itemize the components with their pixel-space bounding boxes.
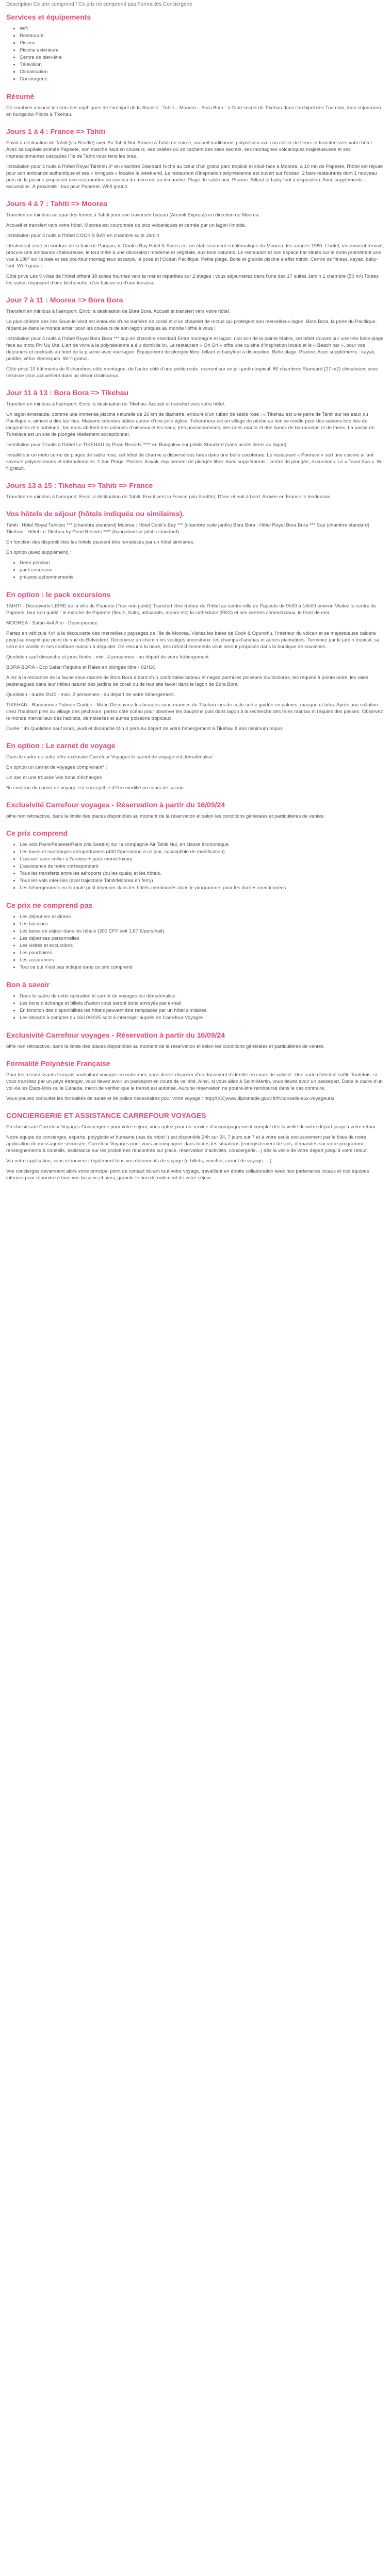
list-item: • pack excursion xyxy=(20,567,385,574)
paragraph: TAHITI - Découverte LIBRE de la ville de Papeete (Tour non guidé) Transfert libre (retour de l’hôtel au centre-ville de Papeete de 9h00 à 14h00 environ Visitez le centre de Papeete, tour non guidé : le marché de Papeete (fleurs, fruits, artisanats, monoï etc) la cathédrale (FKO) et ses centres commerciaux, le front de mer. xyxy=(6,603,377,616)
paragraph: Installation pour 3 nuits à l’hôtel COOK’S BAY en chambre suite Jardin xyxy=(6,233,159,239)
paragraph: La plus célèbre des îles Sous-le-Vent est entourée d’une barrière de corail et d’un chapelet de motus qui protègent son merveilleux lagon. Bora Bora, la perle du Pacifique, répandue dans le monde entier pour les couleurs de son lagon uniques au monde l’offre à vous ! xyxy=(6,319,377,331)
paragraph: En option un carnet de voyages comprenant* : xyxy=(6,765,107,770)
list-item: • Tous les transferts entre les aéroports (ou les quais) et les hôtels. xyxy=(20,870,385,877)
section-title: Jours 1 à 4 : France => Tahiti xyxy=(6,127,105,135)
paragraph: Côté prive Les 5 villas de l’hôtel offrent 38 suites fournies vers la mer et répartites sur 2 étages : vous séjournerez dans l’une des 17 suites Jardin 1 chambre (50 m²) Toutes les suites disposent d’une kitchenette, d’un balcon ou d’une terrasse. xyxy=(6,274,379,286)
section-title: Résumé xyxy=(6,92,35,100)
paragraph: Via notre application, vous retrouverez également tous vos documents de voyage (e-billets, voucher, carnet de voyage, ...) xyxy=(6,1158,272,1164)
list-item: • Les départs à compter du 16/10/2025 sont à interroger auprès de Carrefour Voyages xyxy=(20,1014,385,1022)
paragraph: Installation pour 2 nuits à l’hôtel Le TIKEHAU by Pearl Resorts **** en Bungalow sur pilotis Standard (sans accès direct au lagon) xyxy=(6,442,287,448)
list-item: • Piscine extérieure xyxy=(20,47,385,54)
tab-links-text[interactable]: Description Ce prix comprend / Ce prix ne comprend pas Formalités Conciergerie xyxy=(6,2,192,7)
section-jour11 xyxy=(6,387,385,472)
paragraph: En fonction des disponibilités les hôtels peuvent être remplacés par un hôtel similaires. xyxy=(6,539,194,545)
paragraph: Allez à la rencontre de la faune sous-marine de Bora Bora à bord d’un confortable bateau et nagez parmi les poissons multicolores, les requins à pointe noire, les raies pastenagues dans leur milieu naturel des jardins de corail ou de leur site favori dans le lagon de Bora Bora. xyxy=(6,675,368,687)
section-services xyxy=(6,12,385,83)
paragraph: Partez en véhicule 4x4 à la découverte des merveilleux paysages de l’île de Moorea. Visitez les baies de Cook & Opunohu, l’intérieur du volcan et se majestueuse caldera jusqu’au magnifique point de vue du Belvédère. Découvrez en chemin les vestiges ancestraux, les champs d’ananas et autres plantations. Terminez par le jardin tropical, sa serre de vanille et ses confiture maison à déguster. De retour à la boue, des rafraîchissements vous seront proposés dans la boutique de souvenirs. xyxy=(6,631,380,650)
section-conciergerie xyxy=(6,1110,385,1181)
list-item: • pré-post acheminements xyxy=(20,574,385,581)
section-exclusivite1 xyxy=(6,800,385,820)
list-item: • Les visites et excursions xyxy=(20,942,385,950)
section-title: Bon à savoir xyxy=(6,980,50,989)
page xyxy=(0,0,391,1200)
paragraph: offre non rétroactive, dans la limite des places disponibles au moment de la réservation et selon les conditions générales et particulières de ventes. xyxy=(6,814,325,819)
list-item: • Wifi xyxy=(20,25,385,32)
section-title: Jour 7 à 11 : Moorea => Bora Bora xyxy=(6,296,123,304)
section-carnet xyxy=(6,740,385,791)
list-item: • Tous les vols inter-îles (aval trajectoire Tahiti/Moorea en ferry) xyxy=(20,877,385,885)
paragraph: Ce combiné associe les trois îles mythiques de l’archipel de la Société : Tahiti – Moorea – Bora Bora : à l’abri secret de Tikehau dans l’archipel des Tuamotu, leau séjournera en bungalow Pilotis à Tikehau. xyxy=(6,105,381,117)
bullet-list xyxy=(6,993,385,1022)
list-item: • En fonction des disponibilités les hôtels peuvent être remplacés par un hôtel similaires. xyxy=(20,1007,385,1014)
paragraph: En choisissant Carrefour Voyages Conciergerie pour votre séjour, vous optez pour un service d’accompagnement complet dès la veille de votre départ jusqu’à votre retour. xyxy=(6,1124,377,1130)
content xyxy=(6,12,385,1181)
section-title: Services et équipements xyxy=(6,13,91,21)
section-necomprend xyxy=(6,900,385,971)
paragraph: Tahiti : Hôtel Royal Tahitien *** (chambre standard) Moorea : Hôtel Cook’s Bay *** (chambre suite jardin) Bora Bora : Hôtel Royal Bora Bora *** Sup (chambre standard) Tikehau : Hôtel Le Tikehau by Pearl Resorts **** (bungalow sur pilotis standard) xyxy=(6,522,370,535)
section-pack xyxy=(6,589,385,732)
paragraph: Idéalement situé en bordure de la baie de Paopao, le Cook’s Bay Hotel & Suites est un établissement emblématique du Moorea des années 1980. L’hôtel, récemment rénové, procure une ambiance chaleureuse, le tout mêlé à une décoration moderne et végétale, aux tons naturels. Le restaurant et son espace bar situés sur le moto prométtent une vue à 180° sur la baie et ses pourtour montagneux escarpé, la pose et l’Océan Pacifique. Petite plage. Boite et grande piscine à effet miroir. Centre de fitness, kayak, baby-foot. Wi-fi gratuit. xyxy=(6,243,384,269)
section-title: Jours 4 à 7 : Tahiti => Moorea xyxy=(6,199,107,208)
paragraph: Notre équipe de concierges, experte, polyglotte et humaine (pas de robot !) est disponible 24h sur 24, 7 jours sur 7 et à votre seule exclusivement par le biais de notre application de messagerie sécurisée, Carrefour Voyages pour vous accompagner dans toutes les situations (enregistrement de vols, demandes sur votre programme, renseignements & conseils, assistance sur les problèmes rencontrés sur place, réservation d’activités, conciergerie…) dès la veille de votre départ jusqu’à votre retour. xyxy=(6,1134,368,1154)
paragraph: Installation pour 3 nuits à l’hôtel Royal Tahitien 3* en chambre Standard Niché au cœur d’un grand parc tropical et situé face à Moorea, à 10 mn de Papeete, l’hôtel est réputé pour son ambiance authentique et ses « bringues » locales le week-end. Le restaurant d’inspiration polynésienne est ouvert sur l’océan. 2 bars-restaurants dont 1 nouveau près de la piscine proposent une restauration en continu du mercredi au dimanche. Plage de sable noir. Piscine. Billard et baby-foot à disposition. Avec suppléments : excursions. À proximité : bus pour Papeete. Wi-fi gratuit. xyxy=(6,164,383,190)
paragraph: Quotidien sauf dimanche et jours fériés - mini. 4 personnes - au départ de votre hébergement xyxy=(6,654,209,660)
section-title: Exclusivité Carrefour voyages - Réservation à partir du 16/09/24 xyxy=(6,1031,225,1039)
list-item: • Les pourboires xyxy=(20,950,385,957)
list-item: • Les déjeuners et dîners xyxy=(20,913,385,921)
section-title: En option : Le carnet de voyage xyxy=(6,741,116,750)
section-exclusivite2 xyxy=(6,1030,385,1050)
section-jour1 xyxy=(6,126,385,190)
section-title: Jour 11 à 13 : Bora Bora => Tikehau xyxy=(6,388,129,397)
list-item: • Demi-pension xyxy=(20,560,385,567)
paragraph: Installé sur un motu cerné de plages de sable rose, cet hôtel de charme a dispersé ses farés dans une belle cocoteraie. Le restaurant « Poerava » sert une cuisine alliant saveurs polynésiennes et internationales. 1 bar. Plage. Piscine. Kayak, équipement de plongée libre. Avec suppléments : centre de plongée, excursions. Le « Tavai Spa ». Wi-fi gratuit. xyxy=(6,452,384,471)
paragraph: Vos concierges deviennent alors votre principal point de contact durant tout votre voyage, travaillant en étroite collaboration avec nos partenaires locaux et nos équipes internes pour répondre à tous vos besoins et ainsi, garantir le bon déroulement de votre séjour. xyxy=(6,1168,369,1181)
section-jour13 xyxy=(6,480,385,500)
paragraph: Vous pouvez consulter les formalités de santé et de police nécessaires pour votre voyage : http(XXX)www.diplomatie.gouv.fr/fr/conseils-aux-voyageurs/ xyxy=(6,1096,335,1101)
paragraph: MOOREA - Safari 4x4 Aito - Demi-journée xyxy=(6,620,97,626)
list-item: • L’assistance de notre correspondant xyxy=(20,863,385,870)
list-item: • Les dépenses personnelles xyxy=(20,935,385,942)
list-item: • Conciergerie xyxy=(20,76,385,83)
paragraph: Un sac et une trousse Vos bons d’échanges xyxy=(6,775,102,781)
list-item: • Télévision xyxy=(20,61,385,69)
section-title: Jours 13 à 15 : Tikehau => Tahiti => France xyxy=(6,481,153,489)
section-jour7 xyxy=(6,295,385,379)
section-title: En option : le pack excursions xyxy=(6,590,111,599)
paragraph: *le contenu du carnet de voyage est susceptible d’être modifié en cours de saison. xyxy=(6,785,185,791)
list-item: • Les boissons xyxy=(20,921,385,928)
section-comprend xyxy=(6,828,385,892)
list-item: • Tout ce qui n’est pas indiqué dans ce prix comprend xyxy=(20,964,385,971)
section-bonasavoir xyxy=(6,979,385,1022)
paragraph: Accueil et transfert vers votre hôtel. Moorea est couronnée de pics volcaniques et cernée par un lagon limpide. xyxy=(6,223,247,228)
paragraph: Envol à destination de Tahiti (via Seattle) avec Air Tahiti Nui. Arrivée à Tahiti en soirée, accueil traditionnel polynésien avec un collier de fleurs et transfert vers votre hôtel. Avec sa capitale animée Papeete, son marché haut en couleurs, ses vallées où se cachent des sites secrets, ses montagnes volcaniques majestueuses et ses impressionnantes cascades l’île de Tahiti vous tend les bras. xyxy=(6,140,373,159)
list-item: • Climatisation xyxy=(20,69,385,76)
list-item: • L’accueil avec collier à l’arrivée + pack monoï luxury xyxy=(20,856,385,863)
paragraph: Côté privé 10 bâtiments de 8 chambres côté montagne, de l’autre côté d’une petite route, ouvrent sur un joli jardin tropical. 80 chambres Standard (27 m2) climatisées avec terrasse vous accueillent dans un décor chaleureux. xyxy=(6,366,378,379)
section-title: CONCIERGERIE ET ASSISTANCE CARREFOUR VOYAGES xyxy=(6,1111,206,1120)
section-title: Ce prix ne comprend pas xyxy=(6,901,93,909)
paragraph: Transfert en minibus à l’aéroport. Envol à destination de Tahiti. Envol vers la France (via Seattle). Dîner et nuit à bord. Arrivée en France le lendemain. xyxy=(6,494,332,500)
list-item: • Restaurant xyxy=(20,32,385,40)
paragraph: Pour les ressortissants français souhaitant voyager en outre-mer, vous devez disposer d’un document d’identité en cours de validité. Une carte d’identité suffit. Toutefois, si vous transitez par un pays étranger, vous devez avoir un passeport en cours de validité. Ainsi, si vous allez à Saint-Martin, vous devez avoir un passeport. Dans le cadre d’un vol via les États-Unis ou le Canada, merci de vérifier que le transit est autorisé. Aucune réservation ne pourra être remboursé dans le cas contraire. xyxy=(6,1072,383,1091)
paragraph: Durée : 4h Quotidien sauf lundi, jeudi et dimanche Min 4 pers Au départ de votre hébergement à Tikehau 8 ans minimum requis xyxy=(6,726,283,732)
section-formalite xyxy=(6,1058,385,1102)
paragraph: Transfert en minibus à l’aéroport. Envol à destination de Tikehau. Accueil et transfert vers votre hôtel. xyxy=(6,401,225,407)
paragraph: Dans le cadre de cette offre exclusive Carrefour Voyages le carnet de voyage est dématérialisé xyxy=(6,754,213,760)
bullet-list xyxy=(6,841,385,892)
bullet-list xyxy=(6,913,385,971)
list-item: • Les taxes de séjour dans les hôtels (200 CFP soit 1,67 €/pers/nuit). xyxy=(20,928,385,935)
section-title: Ce prix comprend xyxy=(6,829,68,837)
list-item: • Les taxes et surcharges aéroportuaires (430 €/personne à ce jour, susceptible de modification). xyxy=(20,849,385,856)
paragraph: offre non rétroactive, dans la limite des places disponibles au moment de la réservation et selon les conditions générales et particulières de ventes. xyxy=(6,1044,325,1049)
section-hotels xyxy=(6,509,385,581)
list-item: • Dans le cadre de cette opération le carnet de voyages est dématérialisé. xyxy=(20,993,385,1000)
list-item: • Les bons d’échange et billets d’avion vous seront donc envoyés par e-mail. xyxy=(20,1000,385,1007)
section-resume xyxy=(6,91,385,118)
section-title: Exclusivité Carrefour voyages - Réservation à partir du 16/09/24 xyxy=(6,801,225,809)
list-item: • Les hébergements en formule petit déjeuner dans les hôtels mentionnés dans le programme, pour les durées mentionnées. xyxy=(20,885,385,892)
paragraph: TIKEHAU - Randonnée Palmée Guidée - Matin Découvrez les beautés sous-marines de Tikehau lors de cette sortie guidée en palmes, masque et tuba. Après une collation chez l’habitant près du village des pêcheurs, partez côté océan pour observer les dauphins puis dans lagon à la recherche des raies mantas et requins des passes. Observez le monde merveilleux des habitats, demoiselles et autres poissons tropicaux. xyxy=(6,702,383,721)
section-title: Vos hôtels de séjour (hôtels indiqués ou similaires). xyxy=(6,510,185,518)
paragraph: Transfert en minibus à l’aéroport. Envol à destination de Bora Bora. Accueil et transfert vers votre hôtel. xyxy=(6,309,231,314)
paragraph: Transfert en minibus au quai des ferries à Tahiti pour une traversée bateau (Aremiti Express) en direction de Moorea. xyxy=(6,212,260,218)
list-item: • Centre de bien-être xyxy=(20,54,385,61)
list-item: • Les assurances xyxy=(20,957,385,964)
paragraph: Quotidien - durée 2h30 - mini. 2 personnes - au départ de votre hébergement. xyxy=(6,692,175,698)
section-jour4 xyxy=(6,198,385,286)
paragraph: BORA BORA - Eco Safari Requins et Raies en plongée libre - 02H30 xyxy=(6,665,156,670)
paragraph: Un lagon émeraude, comme une immense piscine naturelle de 26 km de diamètre, entouré d’un ruban de sable rose : « Tikehau est une perle de Tahiti sur les eaux du Pacifique », aiment à dire les lites. Maisons colorées bâties autour d’une jolie église, Tuherahera est un village de pêche au lion se revêle pour des saisons lors des de langoustes et d’habitues ; las mutu abritent des colonies d’oiseaux et les eaux, très poissonneuses, des raies manta et des bancs de barracudas et de thons. La passe de Tuheiava est un site de plongée réellement exceptionnel. xyxy=(6,412,374,437)
bullet-list xyxy=(6,560,385,581)
list-item: • Les vols Paris/Papeete/Paris (via Seattle) sur la compagnie Air Tahiti Nui, en classe économique. xyxy=(20,841,385,849)
bullet-list xyxy=(6,25,385,83)
list-item: • Piscine xyxy=(20,40,385,47)
section-title: Formalité Polynésie Française xyxy=(6,1059,110,1067)
paragraph: En option (avec supplément) : xyxy=(6,550,72,555)
paragraph: Installation pour 3 nuits à l’hôtel Royal Bora Bora *** sup en chambre standard Entre montagne et lagon, non loin de la pointe Matira, cet hôtel s’ouvre sur une très belle plage face au motu Piti Uu Uta. L’art de vivre à la polynésienne a élu domicile ici. Le restaurant « Ori Ori » offre une cuisine d’inspiration locale et le « Beach bar », pour vos déjeuners et cocktails au bord de la piscine avec vue lagon. Équipement de plongée libre, billard et babyfoot à disposition. Belle plage. Piscine. Avec suppléments : kayak, paddle, vélos électriques. Wi-fi gratuit. xyxy=(6,336,384,362)
